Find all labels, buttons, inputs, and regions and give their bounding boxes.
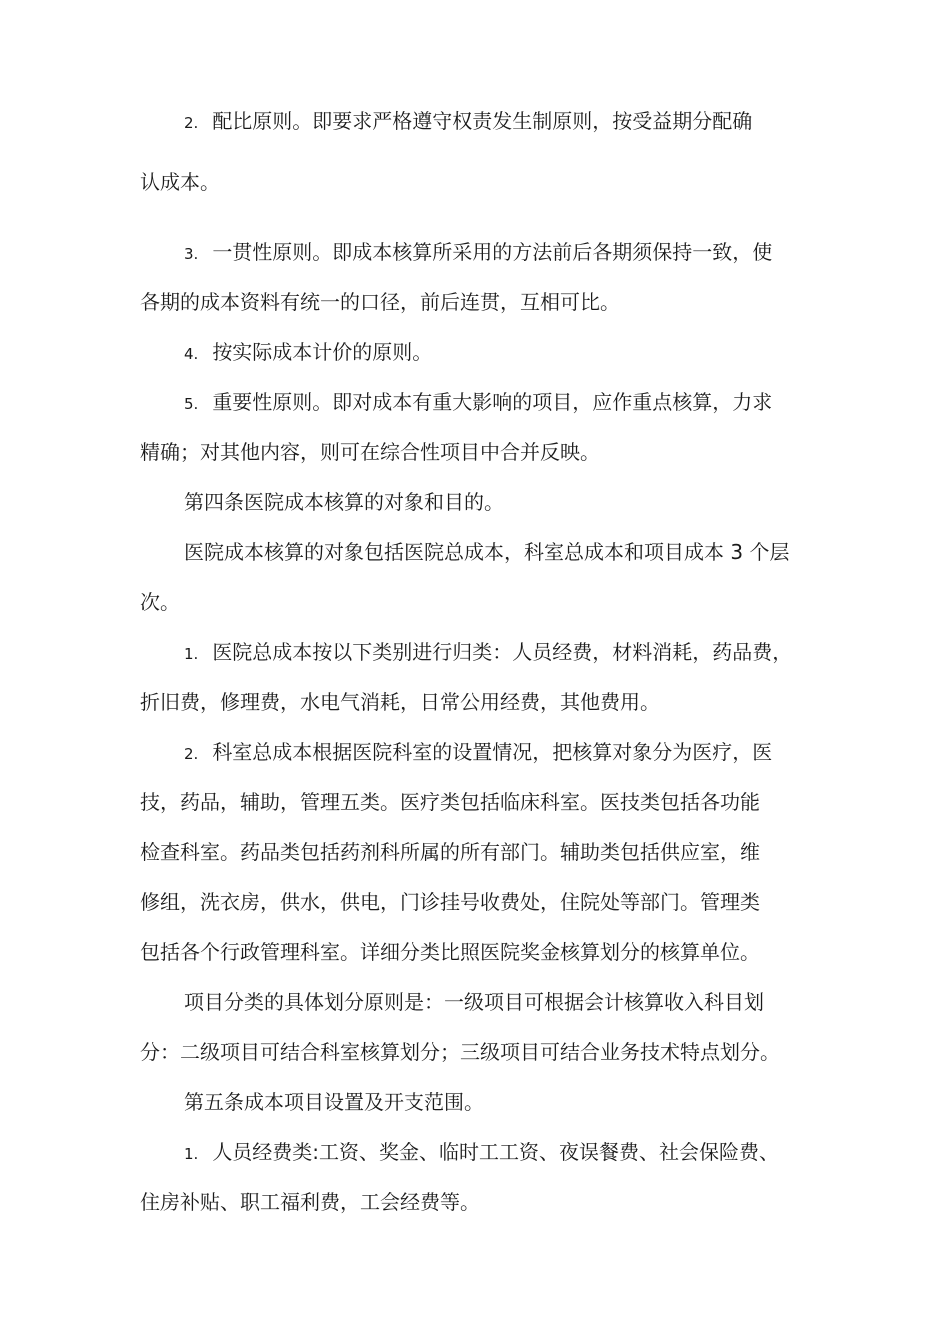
item-number: 1.	[184, 1145, 199, 1163]
item-text: 人员经费类:工资、奖金、临时工工资、夜误餐费、社会保险费、	[212, 1140, 780, 1164]
paragraph-objects-line-2: 次。	[140, 590, 180, 614]
item-4-line-1	[184, 338, 432, 368]
item-2-line-2: 认成本。	[140, 170, 220, 194]
item-2-line-1	[184, 107, 752, 137]
dept-cost-line-1	[184, 738, 772, 768]
item-number: 2.	[184, 114, 199, 132]
dept-cost-line-2: 技，药品，辅助，管理五类。医疗类包括临床科室。医技类包括各功能	[140, 790, 760, 814]
section-4-heading: 第四条医院成本核算的对象和目的。	[184, 490, 504, 514]
paragraph-objects-line-1: 医院成本核算的对象包括医院总成本，科室总成本和项目成本 3 个层	[184, 540, 790, 564]
item-text: 配比原则。即要求严格遵守权责发生制原则，按受益期分配确	[212, 109, 753, 133]
item-text: 科室总成本根据医院科室的设置情况，把核算对象分为医疗，医	[212, 740, 773, 764]
item-5-line-2: 精确；对其他内容，则可在综合性项目中合并反映。	[140, 440, 600, 464]
project-class-line-2: 分：二级项目可结合科室核算划分；三级项目可结合业务技术特点划分。	[140, 1040, 780, 1064]
project-class-line-1: 项目分类的具体划分原则是：一级项目可根据会计核算收入科目划	[184, 990, 764, 1014]
item-number: 2.	[184, 745, 199, 763]
item-3-line-2: 各期的成本资料有统一的口径，前后连贯，互相可比。	[140, 290, 620, 314]
personnel-cost-line-1	[184, 1138, 779, 1168]
item-text: 一贯性原则。即成本核算所采用的方法前后各期须保持一致，使	[212, 240, 773, 264]
item-text: 按实际成本计价的原则。	[212, 340, 433, 364]
dept-cost-line-5: 包括各个行政管理科室。详细分类比照医院奖金核算划分的核算单位。	[140, 940, 760, 964]
item-3-line-1	[184, 238, 772, 268]
item-number: 1.	[184, 645, 199, 663]
section-5-heading: 第五条成本项目设置及开支范围。	[184, 1090, 484, 1114]
item-number: 3.	[184, 245, 199, 263]
item-text: 重要性原则。即对成本有重大影响的项目，应作重点核算，力求	[212, 390, 773, 414]
item-number: 4.	[184, 345, 199, 363]
dept-cost-line-4: 修组，洗衣房，供水，供电，门诊挂号收费处，住院处等部门。管理类	[140, 890, 760, 914]
personnel-cost-line-2: 住房补贴、职工福利费，工会经费等。	[140, 1190, 480, 1214]
dept-cost-line-3: 检查科室。药品类包括药剂科所属的所有部门。辅助类包括供应室，维	[140, 840, 760, 864]
total-cost-line-1	[184, 638, 792, 668]
item-number: 5.	[184, 395, 199, 413]
item-5-line-1	[184, 388, 772, 418]
total-cost-line-2: 折旧费，修理费，水电气消耗，日常公用经费，其他费用。	[140, 690, 660, 714]
item-text: 医院总成本按以下类别进行归类：人员经费，材料消耗，药品费，	[212, 640, 793, 664]
